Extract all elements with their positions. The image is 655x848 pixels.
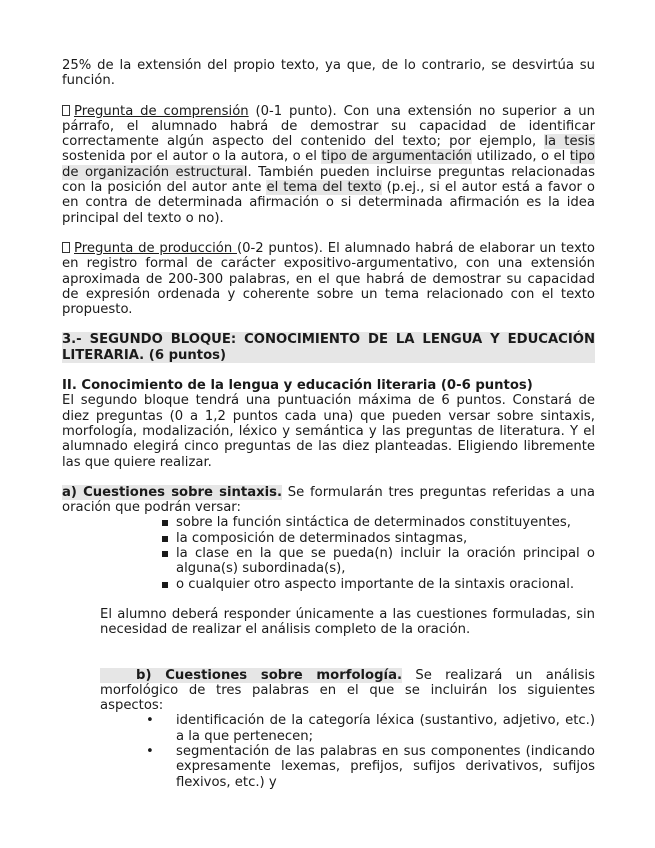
comprension-text: (0-1 punto). Con una extensión no superior a un párrafo, el alumnado habrá de demostrar su capacidad de identificar correctamente algún aspecto del contenido del texto; por ejemplo,	[62, 103, 595, 150]
sintaxis-text: Se formularán tres preguntas referidas a una oración que podrán versar:	[62, 484, 595, 516]
checkbox-icon	[62, 105, 70, 116]
intro-paragraph: 25% de la extensión del propio texto, ya que, de lo contrario, se desvirtúa su función.	[62, 58, 595, 89]
comprension-text: . También pueden incluirse preguntas relacionadas con la posición del autor ante	[62, 164, 595, 196]
highlight-tema: el tema del texto	[266, 180, 382, 196]
sintaxis-title: a) Cuestiones sobre sintaxis.	[62, 484, 282, 500]
morfologia-section	[100, 668, 595, 714]
comprension-text: sostenida por el autor o la autora, o el	[62, 149, 322, 165]
morfologia-paragraph	[100, 668, 595, 714]
morfologia-text: Se realizará un análisis morfológico de tres palabras en el que se incluirán los siguientes aspectos:	[100, 667, 595, 714]
highlight-tesis: la tesis	[544, 134, 595, 150]
document-page	[62, 58, 595, 790]
list-item: la composición de determinados sintagmas,	[162, 531, 595, 546]
checkbox-icon	[62, 242, 70, 253]
comprension-paragraph	[62, 104, 595, 226]
sintaxis-note: El alumno deberá responder únicamente a las cuestiones formuladas, sin necesidad de realizar el análisis completo de la oración.	[100, 606, 595, 638]
comprension-text: utilizado, o el	[471, 149, 570, 165]
sintaxis-list	[162, 515, 595, 591]
sintaxis-paragraph	[62, 485, 595, 516]
comprension-text: (p.ej., si el autor está a favor o en contra de determinada afirmación o si determinada afirmación es la idea principal del texto o no).	[62, 180, 595, 226]
section-3-heading: 3.- SEGUNDO BLOQUE: CONOCIMIENTO DE LA LENGUA Y EDUCACIÓN LITERARIA. (6 puntos)	[62, 332, 595, 363]
produccion-title: Pregunta de producción	[74, 240, 237, 256]
list-item: o cualquier otro aspecto importante de la sintaxis oracional.	[162, 577, 595, 592]
section-2-heading: II. Conocimiento de la lengua y educación literaria (0-6 puntos)	[62, 378, 533, 394]
comprension-title: Pregunta de comprensión	[74, 103, 249, 119]
section-2-text: El segundo bloque tendrá una puntuación máxima de 6 puntos. Constará de diez preguntas (0 a 1,2 puntos cada una) que pueden versar sobre sintaxis, morfología, modalización, léxico y semántica y las preguntas de literatura. Y el alumnado elegirá cinco preguntas de las diez planteadas. Eligiendo libremente las que quiere realizar.	[62, 393, 595, 470]
list-item: • segmentación de las palabras en sus componentes (indicando expresamente lexemas, prefijos, sufijos derivativos, sufijos flexivos, etc.) y	[162, 744, 595, 790]
morfologia-list	[162, 713, 595, 789]
highlight-argumentacion: tipo de argumentación	[321, 149, 472, 165]
produccion-paragraph	[62, 241, 595, 317]
list-item: la clase en la que se pueda(n) incluir la oración principal o alguna(s) subordinada(s),	[162, 546, 595, 577]
morfologia-title: b) Cuestiones sobre morfología.	[100, 668, 402, 683]
produccion-text: (0-2 puntos). El alumnado habrá de elaborar un texto en registro formal de carácter expositivo-argumentativo, con una extensión aproximada de 200-300 palabras, en el que habrá de demostrar su capacidad de expresión ordenada y coherente sobre un tema relacionado con el texto propuesto.	[62, 240, 595, 318]
list-item: • identificación de la categoría léxica (sustantivo, adjetivo, etc.) a la que pertenecen;	[162, 713, 595, 744]
highlight-organizacion: tipo de organización estructural	[62, 149, 595, 180]
list-item: sobre la función sintáctica de determinados constituyentes,	[162, 515, 595, 530]
